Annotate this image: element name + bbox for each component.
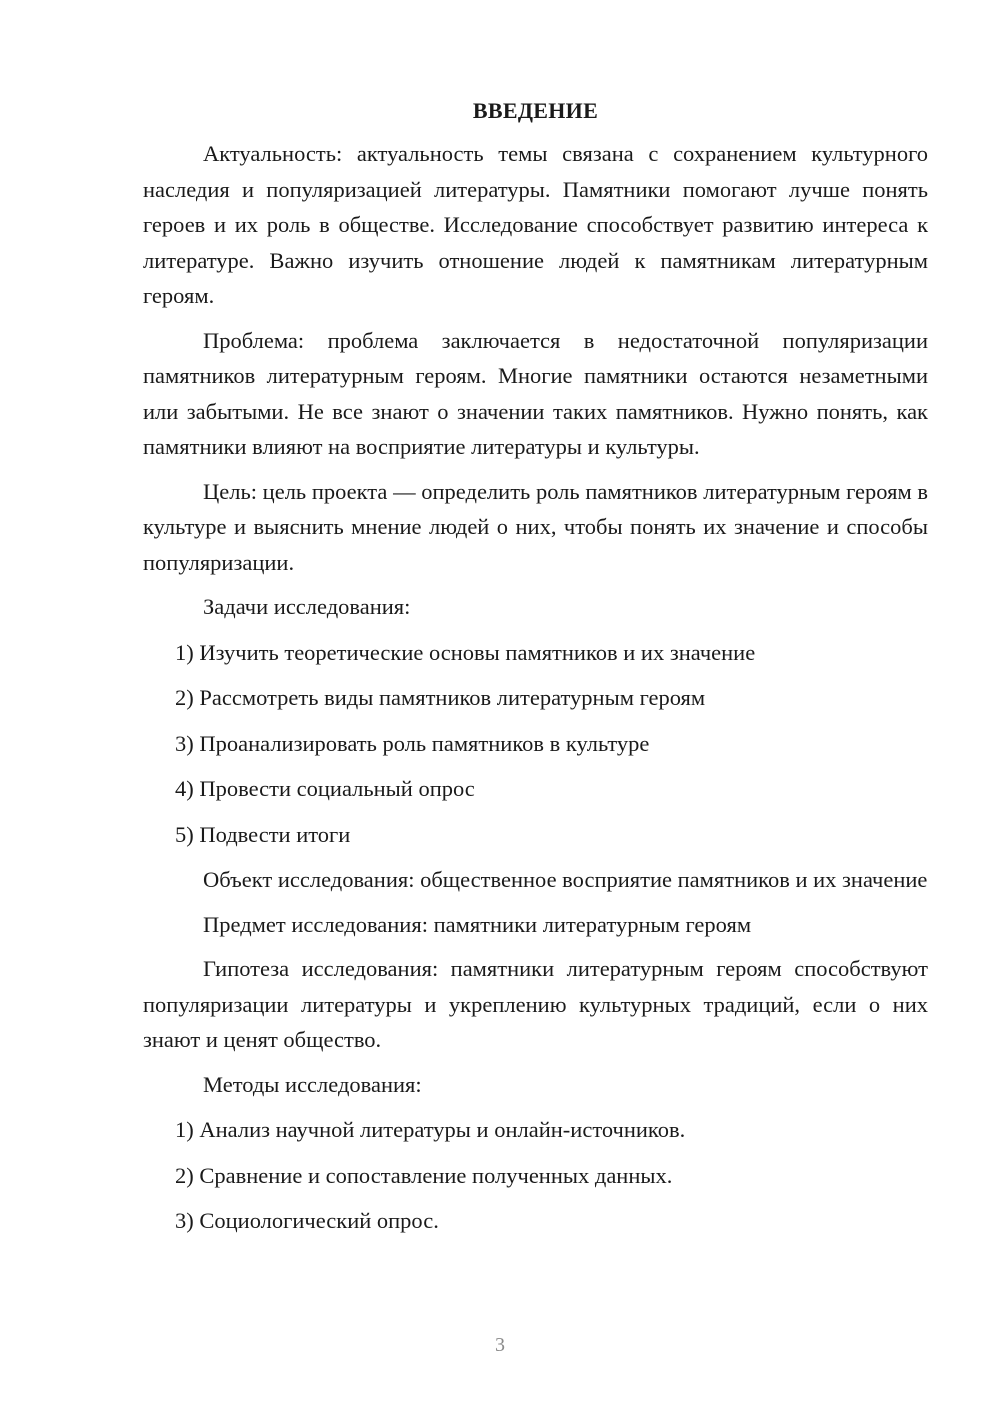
- goal-paragraph: Цель: цель проекта — определить роль памятников литературным героям в культуре и выяснить мнение людей о них, чтобы понять их значение и способы популяризации.: [143, 478, 928, 575]
- document-page: [143, 96, 928, 1249]
- task-item: 5) Подвести итоги: [175, 821, 351, 847]
- method-item: 3) Социологический опрос.: [175, 1208, 439, 1233]
- task-item: 3) Проанализировать роль памятников в культуре: [175, 730, 650, 756]
- page-title: ВВЕДЕНИЕ: [472, 98, 599, 123]
- tasks-heading: Задачи исследования:: [203, 594, 411, 619]
- task-item: 2) Рассмотреть виды памятников литературным героям: [175, 685, 706, 710]
- subject-paragraph: Предмет исследования: памятники литературным героям: [203, 911, 752, 937]
- methods-list: [143, 1112, 928, 1239]
- hypothesis-paragraph: Гипотеза исследования: памятники литературным героям способствуют популяризации литературы и укреплению культурных традиций, если о них знают и ценят общество.: [143, 956, 928, 1052]
- method-item: 1) Анализ научной литературы и онлайн-источников.: [175, 1117, 686, 1142]
- object-paragraph: Объект исследования: общественное восприятие памятников и их значение: [203, 867, 928, 892]
- page-number: 3: [495, 1334, 505, 1356]
- relevance-paragraph: Актуальность: актуальность темы связана с сохранением культурного наследия и популяризацией литературы. Памятники помогают лучше понять героев и их роль в обществе. Исследование способствует развитию интереса к литературе. Важно изучить отношение людей к памятникам литературным героям.: [143, 141, 928, 308]
- tasks-list: [143, 635, 928, 853]
- task-item: 4) Провести социальный опрос: [175, 776, 475, 801]
- methods-heading: Методы исследования:: [203, 1071, 422, 1097]
- task-item: 1) Изучить теоретические основы памятников и их значение: [175, 639, 756, 665]
- method-item: 2) Сравнение и сопоставление полученных данных.: [175, 1162, 673, 1188]
- problem-paragraph: Проблема: проблема заключается в недостаточной популяризации памятников литературным героям. Многие памятники остаются незаметными или забытыми. Не все знают о значении таких памятников. Нужно понять, как памятники влияют на восприятие литературы и культуры.: [143, 327, 928, 459]
